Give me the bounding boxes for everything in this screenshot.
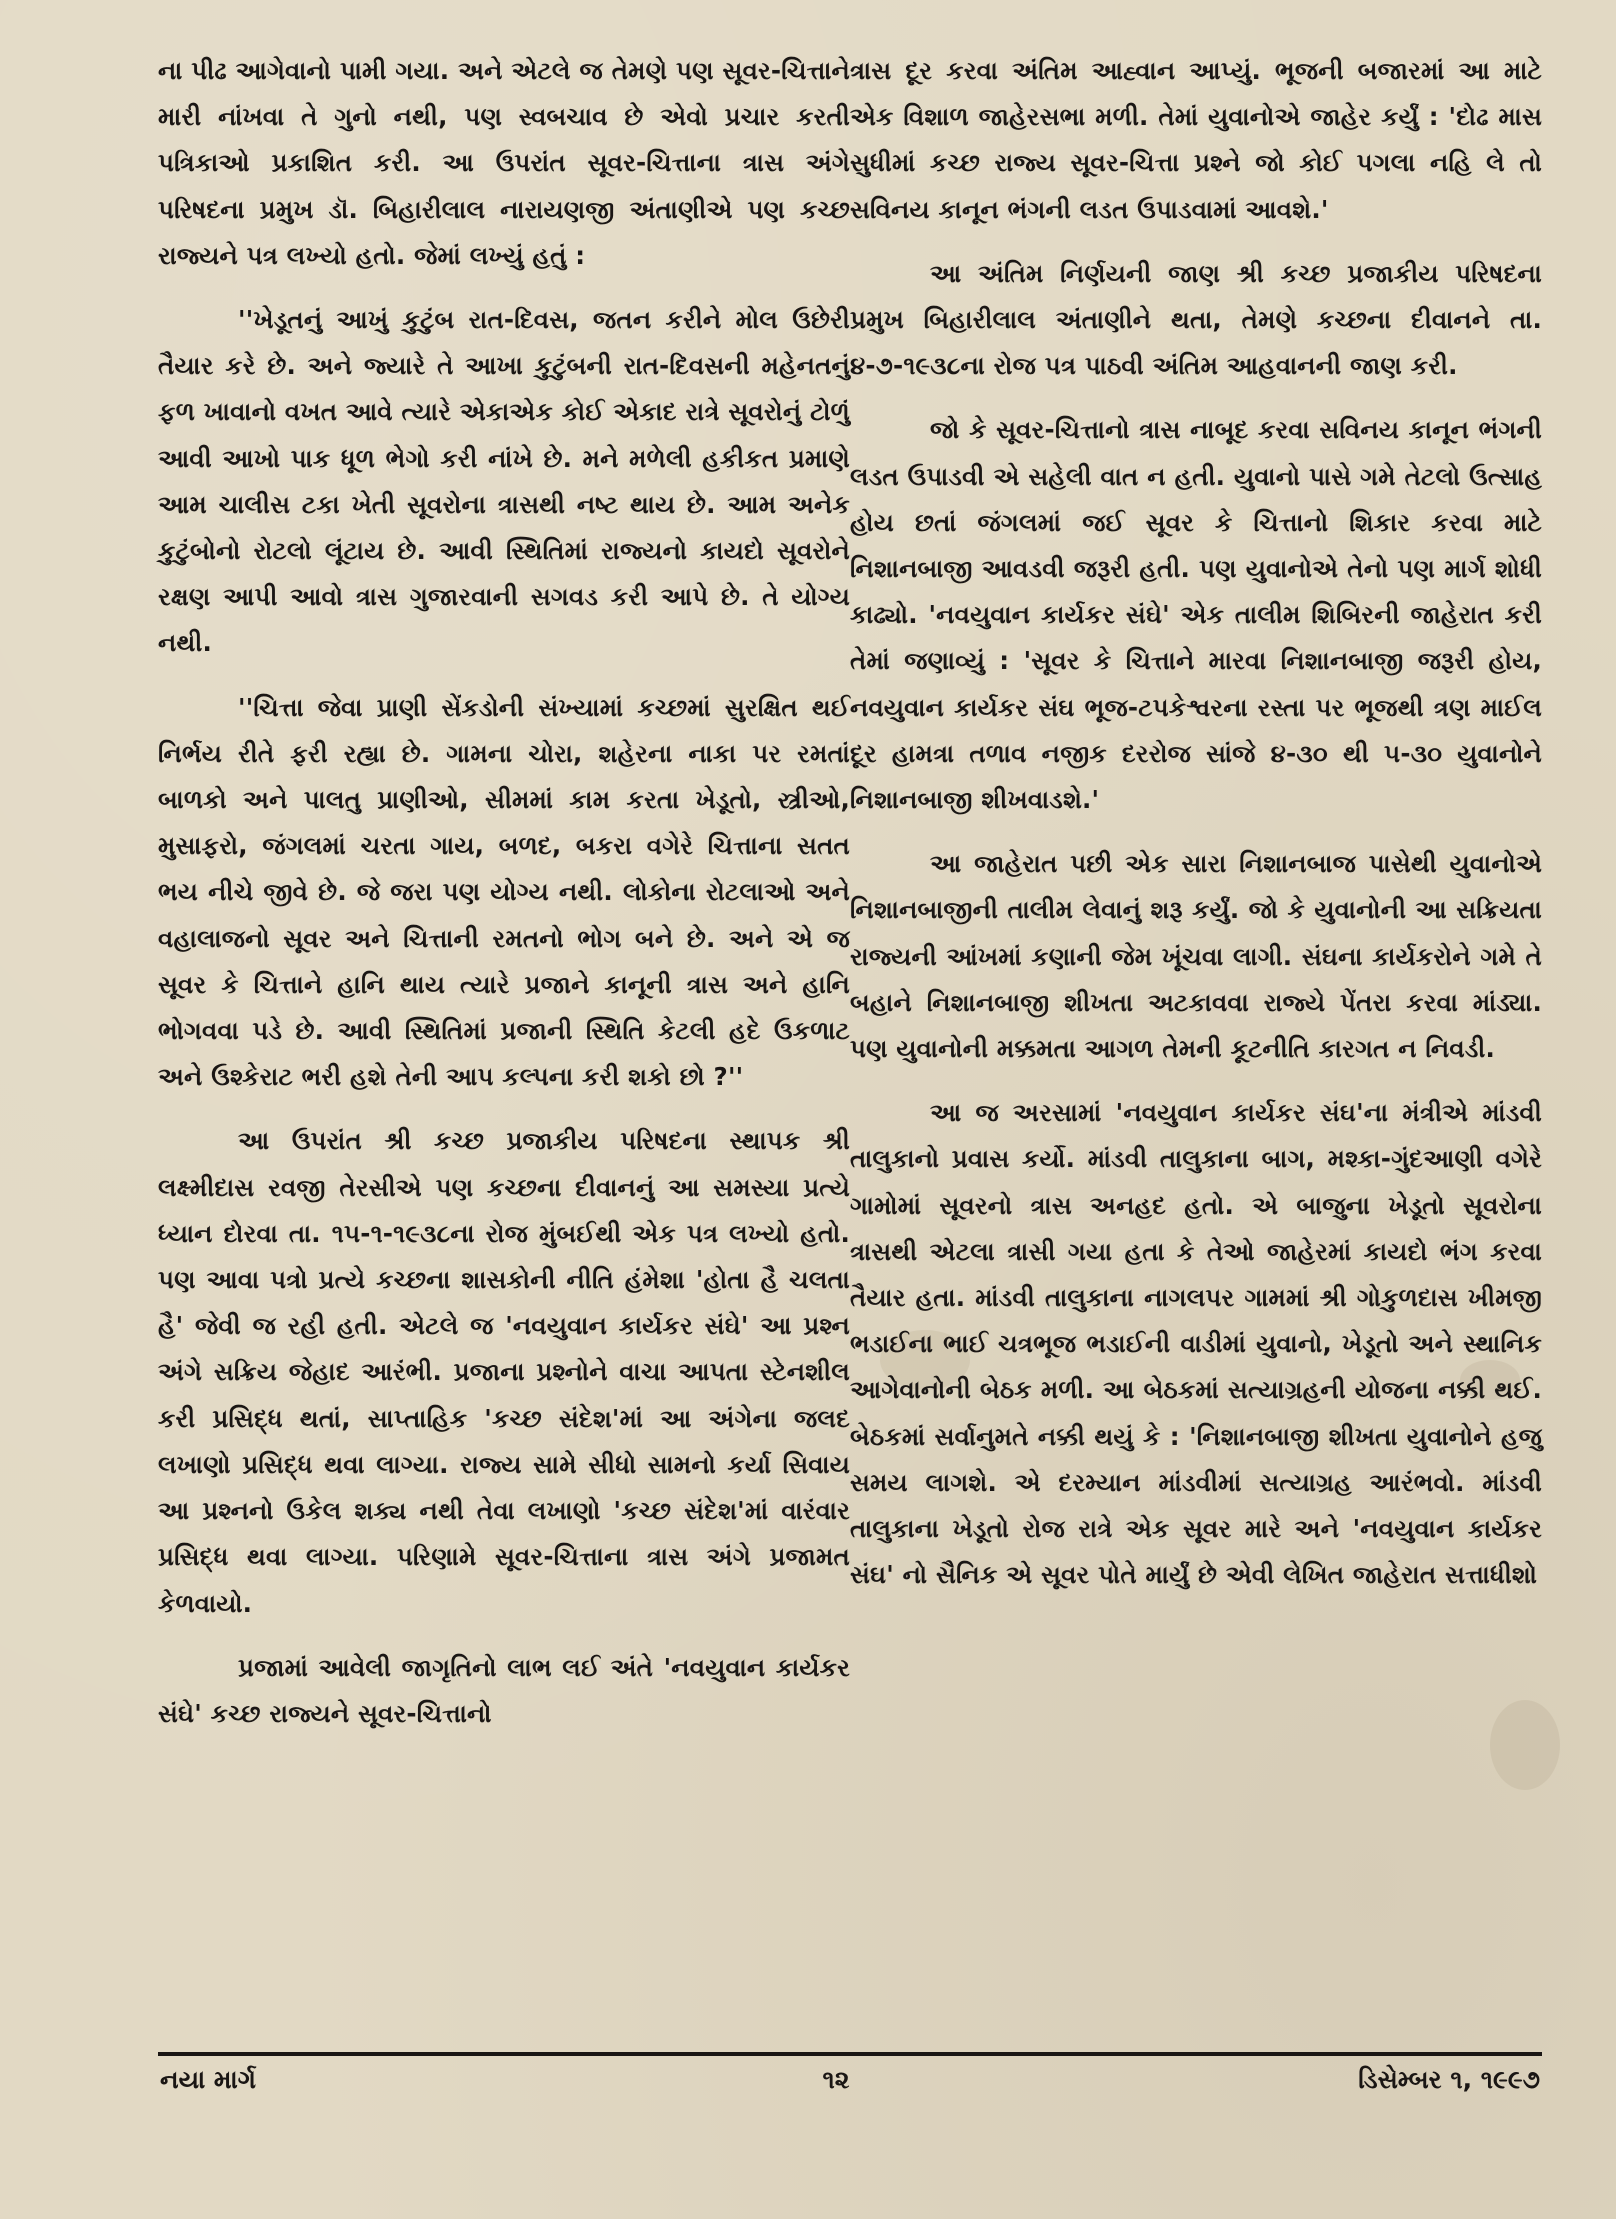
paper-stain [1490,1700,1560,1790]
paragraph: જો કે સૂવર-ચિત્તાનો ત્રાસ નાબૂદ કરવા સવિનય કાનૂન ભંગની લડત ઉપાડવી એ સહેલી વાત ન હતી. યુવાનો પાસે ગમે તેટલો ઉત્સાહ હોય છતાં જંગલમાં જઈ સૂવર કે ચિત્તાનો શિકાર કરવા માટે નિશાનબાજી આવડવી જરૂરી હતી. પણ યુવાનોએ તેનો પણ માર્ગ શોધી કાઢ્યો. 'નવયુવાન કાર્યકર સંઘે' એક તાલીમ શિબિરની જાહેરાત કરી તેમાં જણાવ્યું : 'સૂવર કે ચિત્તાને મારવા નિશાનબાજી જરૂરી હોય, નવયુવાન કાર્યકર સંઘ ભૂજ-ટપકેશ્વરના રસ્તા પર ભૂજથી ત્રણ માઈલ દૂર હામત્રા તળાવ નજીક દરરોજ સાંજે ૪-૩૦ થી ૫-૩૦ યુવાનોને નિશાનબાજી શીખવાડશે.' [850,415,1542,815]
paragraph: પ્રજામાં આવેલી જાગૃતિનો લાભ લઈ અંતે 'નવયુવાન કાર્યકર સંઘે' કચ્છ રાજ્યને સૂવર-ચિત્તાનો [158,1652,850,1728]
paragraph: ત્રાસ દૂર કરવા અંતિમ આહ્વાન આપ્યું. ભૂજની બજારમાં આ માટે એક વિશાળ જાહેરસભા મળી. તેમાં યુવાનોએ જાહેર કર્યું : 'દોઢ માસ સુધીમાં કચ્છ રાજ્ય સૂવર-ચિત્તા પ્રશ્ને જો કોઈ પગલા નહિ લે તો સવિનય કાનૂન ભંગની લડત ઉપાડવામાં આવશે.' [850,56,1542,224]
paragraph: ''ચિત્તા જેવા પ્રાણી સેંકડોની સંખ્યામાં કચ્છમાં સુરક્ષિત થઈ નિર્ભય રીતે ફરી રહ્યા છે. ગામના ચોરા, શહેરના નાકા પર રમતાં બાળકો અને પાલતુ પ્રાણીઓ, સીમમાં કામ કરતા ખેડૂતો, સ્ત્રીઓ, મુસાફરો, જંગલમાં ચરતા ગાય, બળદ, બકરા વગેરે ચિત્તાના સતત ભય નીચે જીવે છે. જે જરા પણ યોગ્ય નથી. લોકોના રોટલાઓ અને વહાલાજનો સૂવર અને ચિત્તાની રમતનો ભોગ બને છે. અને એ જ સૂવર કે ચિત્તાને હાનિ થાય ત્યારે પ્રજાને કાનૂની ત્રાસ અને હાનિ ભોગવવા પડે છે. આવી સ્થિતિમાં પ્રજાની સ્થિતિ કેટલી હદે ઉકળાટ અને ઉશ્કેરાટ ભરી હશે તેની આપ કલ્પના કરી શકો છો ?'' [158,692,850,1092]
footer-rule [158,2052,1542,2056]
paragraph: આ અંતિમ નિર્ણયની જાણ શ્રી કચ્છ પ્રજાકીય પરિષદના પ્રમુખ બિહારીલાલ અંતાણીને થતા, તેમણે કચ્છના દીવાનને તા. ૪-૭-૧૯૩૮ના રોજ પત્ર પાઠવી અંતિમ આહવાનની જાણ કરી. [850,258,1542,381]
paragraph: ના પીઢ આગેવાનો પામી ગયા. અને એટલે જ તેમણે પણ સૂવર-ચિત્તાને મારી નાંખવા તે ગુનો નથી, પણ સ્વબચાવ છે એવો પ્રચાર કરતી પત્રિકાઓ પ્રકાશિત કરી. આ ઉપરાંત સૂવર-ચિત્તાના ત્રાસ અંગે પરિષદના પ્રમુખ ડૉ. બિહારીલાલ નારાયણજી અંતાણીએ પણ કચ્છ રાજ્યને પત્ર લખ્યો હતો. જેમાં લખ્યું હતું : [158,56,850,270]
issue-date: ડિસેમ્બર ૧, ૧૯૯૭ [1358,2065,1540,2094]
page-number: ૧૨ [822,2065,850,2094]
right-column [850,48,1542,1617]
left-column [158,48,850,1755]
paragraph: ''ખેડૂતનું આખું કુટુંબ રાત-દિવસ, જતન કરીને મોલ ઉછેરી તૈયાર કરે છે. અને જ્યારે તે આખા કુટુંબની રાત-દિવસની મહેનતનું ફળ ખાવાનો વખત આવે ત્યારે એકાએક કોઈ એકાદ રાત્રે સૂવરોનું ટોળું આવી આખો પાક ધૂળ ભેગો કરી નાંખે છે. મને મળેલી હકીકત પ્રમાણે આમ ચાલીસ ટકા ખેતી સૂવરોના ત્રાસથી નષ્ટ થાય છે. આમ અનેક કુટુંબોનો રોટલો લૂંટાય છે. આવી સ્થિતિમાં રાજ્યનો કાયદો સૂવરોને રક્ષણ આપી આવો ત્રાસ ગુજારવાની સગવડ કરી આપે છે. તે યોગ્ય નથી. [158,305,850,658]
paragraph: આ જ અરસામાં 'નવયુવાન કાર્યકર સંઘ'ના મંત્રીએ માંડવી તાલુકાનો પ્રવાસ કર્યો. માંડવી તાલુકાના બાગ, મશ્કા-ગુંદઆણી વગેરે ગામોમાં સૂવરનો ત્રાસ અનહદ હતો. એ બાજુના ખેડૂતો સૂવરોના ત્રાસથી એટલા ત્રાસી ગયા હતા કે તેઓ જાહેરમાં કાયદો ભંગ કરવા તૈયાર હતા. માંડવી તાલુકાના નાગલપર ગામમાં શ્રી ગોકુળદાસ ખીમજી ભડાઈના ભાઈ ચત્રભૂજ ભડાઈની વાડીમાં યુવાનો, ખેડૂતો અને સ્થાનિક આગેવાનોની બેઠક મળી. આ બેઠકમાં સત્યાગ્રહની યોજના નક્કી થઈ. બેઠકમાં સર્વાનુમતે નક્કી થયું કે : 'નિશાનબાજી શીખતા યુવાનોને હજુ સમય લાગશે. એ દરમ્યાન માંડવીમાં સત્યાગ્રહ આરંભવો. માંડવી તાલુકાના ખેડૂતો રોજ રાત્રે એક સૂવર મારે અને 'નવયુવાન કાર્યકર સંઘ' નો સૈનિક એ સૂવર પોતે માર્યું છે એવી લેખિત જાહેરાત સત્તાધીશો [850,1098,1542,1590]
publication-name: નયા માર્ગ [160,2065,256,2094]
paragraph: આ જાહેરાત પછી એક સારા નિશાનબાજ પાસેથી યુવાનોએ નિશાનબાજીની તાલીમ લેવાનું શરૂ કર્યું. જો કે યુવાનોની આ સક્રિયતા રાજ્યની આંખમાં કણાની જેમ ખૂંચવા લાગી. સંઘના કાર્યકરોને ગમે તે બહાને નિશાનબાજી શીખતા અટકાવવા રાજ્યે પેંતરા કરવા માંડ્યા. પણ યુવાનોની મક્કમતા આગળ તેમની કૂટનીતિ કારગત ન નિવડી. [850,849,1542,1064]
paragraph: આ ઉપરાંત શ્રી કચ્છ પ્રજાકીય પરિષદના સ્થાપક શ્રી લક્ષ્મીદાસ રવજી તેરસીએ પણ કચ્છના દીવાનનું આ સમસ્યા પ્રત્યે ધ્યાન દોરવા તા. ૧૫-૧-૧૯૩૮ના રોજ મુંબઈથી એક પત્ર લખ્યો હતો. પણ આવા પત્રો પ્રત્યે કચ્છના શાસકોની નીતિ હંમેશા 'હોતા હૈ ચલતા હૈ' જેવી જ રહી હતી. એટલે જ 'નવયુવાન કાર્યકર સંઘે' આ પ્રશ્ન અંગે સક્રિય જેહાદ આરંભી. પ્રજાના પ્રશ્નોને વાચા આપતા સ્ટેનશીલ કરી પ્રસિદ્ધ થતાં, સાપ્તાહિક 'કચ્છ સંદેશ'માં આ અંગેના જલદ લખાણો પ્રસિદ્ધ થવા લાગ્યા. રાજ્ય સામે સીધો સામનો કર્યા સિવાય આ પ્રશ્નનો ઉકેલ શક્ય નથી તેવા લખાણો 'કચ્છ સંદેશ'માં વારંવાર પ્રસિદ્ધ થવા લાગ્યા. પરિણામે સૂવર-ચિત્તાના ત્રાસ અંગે પ્રજામત કેળવાયો. [158,1126,850,1618]
